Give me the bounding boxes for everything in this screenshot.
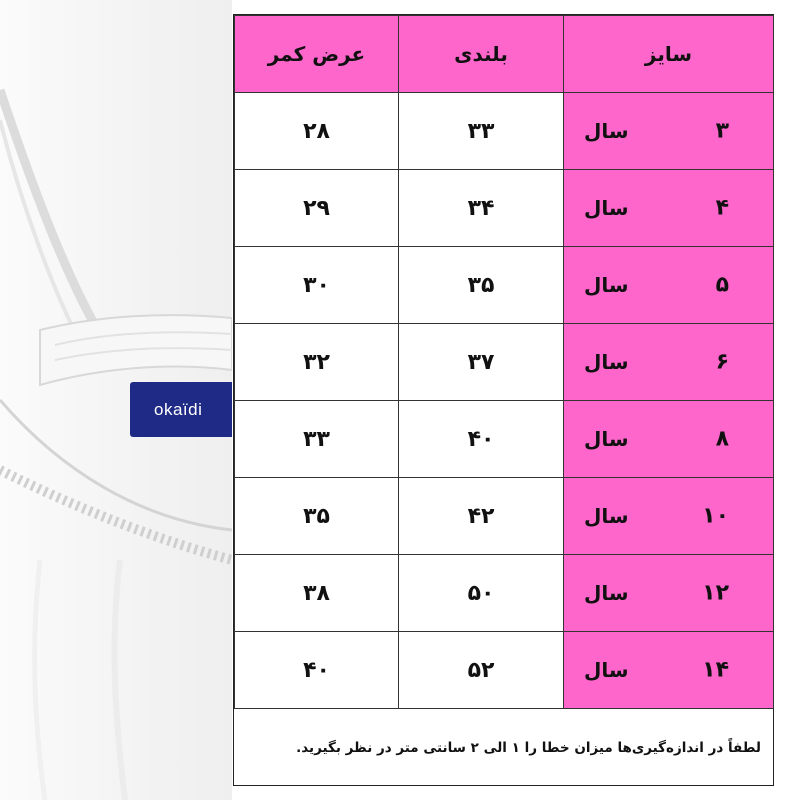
- waist-value: ۳۵: [235, 478, 399, 555]
- size-cell: [564, 555, 774, 632]
- product-photo: [0, 0, 232, 800]
- size-unit: سال: [584, 350, 629, 374]
- size-unit: سال: [584, 427, 629, 451]
- size-value: ۵: [715, 272, 729, 298]
- table-header-row: [235, 16, 774, 93]
- size-value: ۱۴: [702, 657, 729, 683]
- size-value: ۴: [715, 195, 729, 221]
- waist-value: ۳۸: [235, 555, 399, 632]
- size-cell: [564, 401, 774, 478]
- table-row: [235, 324, 774, 401]
- waist-value: ۴۰: [235, 632, 399, 709]
- height-value: ۴۲: [399, 478, 564, 555]
- size-unit: سال: [584, 196, 629, 220]
- height-value: ۵۰: [399, 555, 564, 632]
- size-cell: [564, 93, 774, 170]
- size-value: ۱۰: [702, 503, 729, 529]
- header-height: بلندی: [399, 16, 564, 93]
- measurement-note: لطفاً در اندازه‌گیری‌ها میزان خطا را ۱ الی ۲ سانتی متر در نظر بگیرید.: [296, 740, 761, 756]
- table-row: [235, 555, 774, 632]
- size-unit: سال: [584, 273, 629, 297]
- table-row: [235, 478, 774, 555]
- height-value: ۳۳: [399, 93, 564, 170]
- table-row: [235, 247, 774, 324]
- size-value: ۳: [715, 118, 729, 144]
- size-cell: [564, 324, 774, 401]
- size-unit: سال: [584, 581, 629, 605]
- size-value: ۸: [715, 426, 729, 452]
- table-row: [235, 401, 774, 478]
- size-cell: [564, 247, 774, 324]
- header-waist: عرض کمر: [235, 16, 399, 93]
- table-row: [235, 93, 774, 170]
- brand-tag: okaïdi: [130, 382, 232, 437]
- size-unit: سال: [584, 658, 629, 682]
- height-value: ۳۴: [399, 170, 564, 247]
- size-cell: [564, 170, 774, 247]
- size-cell: [564, 632, 774, 709]
- height-value: ۳۷: [399, 324, 564, 401]
- waist-value: ۳۳: [235, 401, 399, 478]
- waist-value: ۲۹: [235, 170, 399, 247]
- size-chart: [233, 14, 774, 786]
- table-row: [235, 170, 774, 247]
- size-table: [234, 15, 774, 709]
- table-row: [235, 632, 774, 709]
- size-unit: سال: [584, 504, 629, 528]
- waist-value: ۳۰: [235, 247, 399, 324]
- size-cell: [564, 478, 774, 555]
- size-value: ۶: [715, 349, 729, 375]
- height-value: ۳۵: [399, 247, 564, 324]
- size-value: ۱۲: [702, 580, 729, 606]
- height-value: ۴۰: [399, 401, 564, 478]
- waist-value: ۲۸: [235, 93, 399, 170]
- size-unit: سال: [584, 119, 629, 143]
- waist-value: ۳۲: [235, 324, 399, 401]
- height-value: ۵۲: [399, 632, 564, 709]
- header-size: سایز: [564, 16, 774, 93]
